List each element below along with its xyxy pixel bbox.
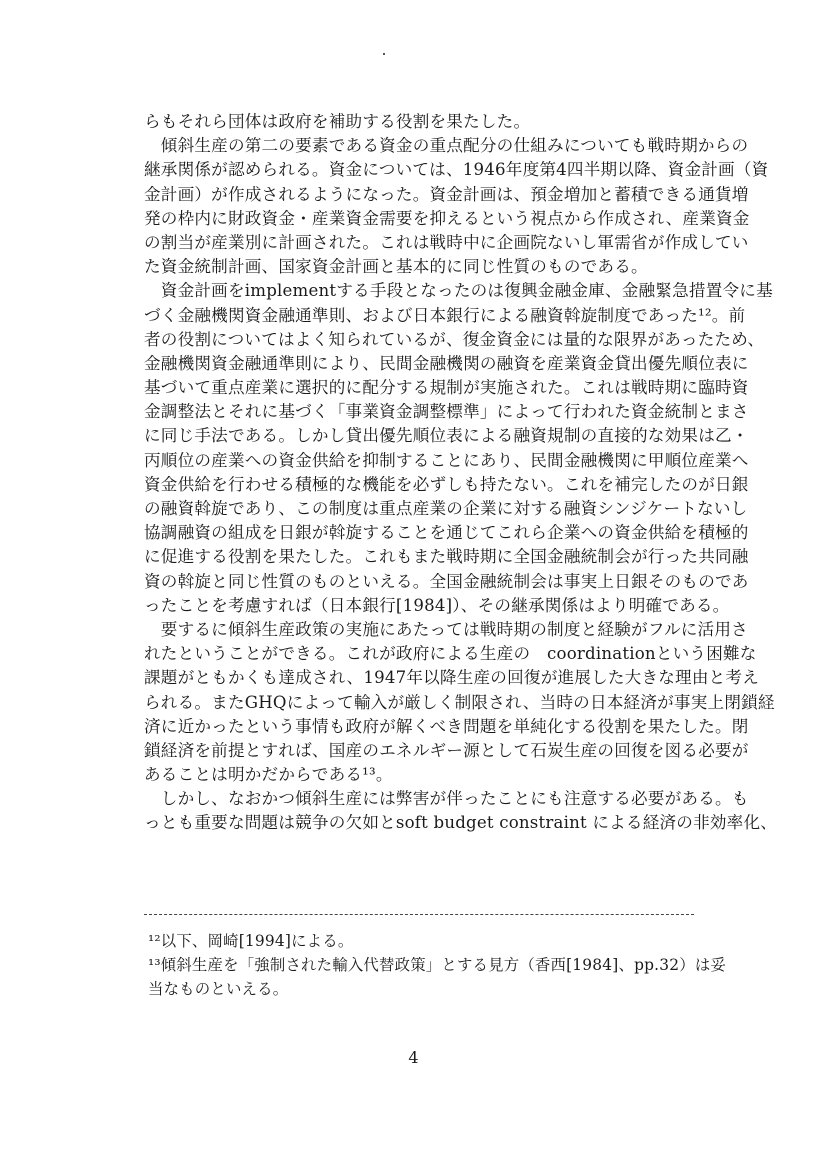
footnotes [148, 929, 727, 1001]
body-line: に同じ手法である。しかし貸出優先順位表による融資規制の直接的な効果は乙・ [144, 426, 749, 446]
body-line: られる。またGHQによって輸入が厳しく制限され、当時の日本経済が事実上閉鎖経 [144, 692, 775, 712]
scan-speck [383, 53, 385, 55]
body-line: ったことを考慮すれば（日本銀行[1984]）、その継承関係はより明確である。 [144, 595, 730, 615]
body-line: 資金供給を行わせる積極的な機能を必ずしも持たない。これを補完したのが日銀 [144, 474, 749, 494]
body-line: 傾斜生産の第二の要素である資金の重点配分の仕組みについても戦時期からの [144, 136, 749, 156]
body-line: 継承関係が認められる。資金については、1946年度第4四半期以降、資金計画（資 [144, 160, 769, 180]
body-line: の割当が産業別に計画された。これは戦時中に企画院ないし軍需省が作成してい [144, 232, 749, 252]
body-line: あることは明かだからである¹³。 [144, 765, 393, 785]
footnote-separator [144, 914, 694, 915]
body-line: 済に近かったという事情も政府が解くべき問題を単純化する役割を果たした。閉 [144, 716, 749, 736]
body-line: らもそれら団体は政府を補助する役割を果たした。 [144, 112, 531, 131]
footnote-line: 当なものといえる。 [148, 980, 289, 998]
body-line: に促進する役割を果たした。これもまた戦時期に全国金融統制会が行った共同融 [144, 547, 749, 567]
body-line: っとも重要な問題は競争の欠如とsoft budget constraint による経済の非効率化、 [144, 813, 778, 833]
body-line: 要するに傾斜生産政策の実施にあたっては戦時期の制度と経験がフルに活用さ [144, 619, 748, 639]
body-line: 課題がともかくも達成され、1947年以降生産の回復が進展した大きな理由と考え [144, 668, 760, 688]
body-line: 資の斡旋と同じ性質のものといえる。全国金融統制会は事実上日銀そのものであ [144, 571, 749, 591]
body-line: 金融機関資金融通準則により、民間金融機関の融資を産業資金貸出優先順位表に [144, 353, 749, 373]
body-line: た資金統制計画、国家資金計画と基本的に同じ性質のものである。 [144, 257, 648, 277]
body-line: 資金計画をimplementする手段となったのは復興金融金庫、金融緊急措置令に基 [144, 281, 773, 301]
body-line: れたということができる。これが政府による生産の coordinationという困難な [144, 644, 757, 664]
body-line: 発の枠内に財政資金・産業資金需要を抑えるという視点から作成され、産業資金 [144, 208, 750, 228]
footnote-line: ¹²以下、岡崎[1994]による。 [148, 932, 354, 950]
body-line: 者の役割についてはよく知られているが、復金資金には量的な限界があったため、 [144, 329, 765, 349]
body-line: 金調整法とそれに基づく「事業資金調整標準」によって行われた資金統制とまさ [144, 402, 749, 422]
body-line: 協調融資の組成を日銀が斡旋することを通じてこれら企業への資金供給を積極的 [144, 523, 749, 543]
body-line: 鎖経済を前提とすれば、国産のエネルギー源として石炭生産の回復を図る必要が [144, 740, 749, 760]
body-line: づく金融機関資金融通準則、および日本銀行による融資斡旋制度であった¹²。前 [144, 305, 746, 325]
body-line: 丙順位の産業への資金供給を抑制することにあり、民間金融機関に甲順位産業へ [144, 450, 749, 470]
page-number: 4 [408, 1048, 419, 1067]
body-line: の融資斡旋であり、この制度は重点産業の企業に対する融資シンジケートないし [144, 499, 748, 518]
body-line: しかし、なおかつ傾斜生産には弊害が伴ったことにも注意する必要がある。も [144, 789, 749, 809]
footnote-line: ¹³傾斜生産を「強制された輸入代替政策」とする見方（香西[1984]、pp.32）は妥 [148, 956, 727, 974]
body-text [144, 110, 778, 836]
body-line: 基づいて重点産業に選択的に配分する規制が実施された。これは戦時期に臨時資 [144, 378, 749, 398]
body-line: 金計画）が作成されるようになった。資金計画は、預金増加と蓄積できる通貨増 [144, 184, 749, 204]
